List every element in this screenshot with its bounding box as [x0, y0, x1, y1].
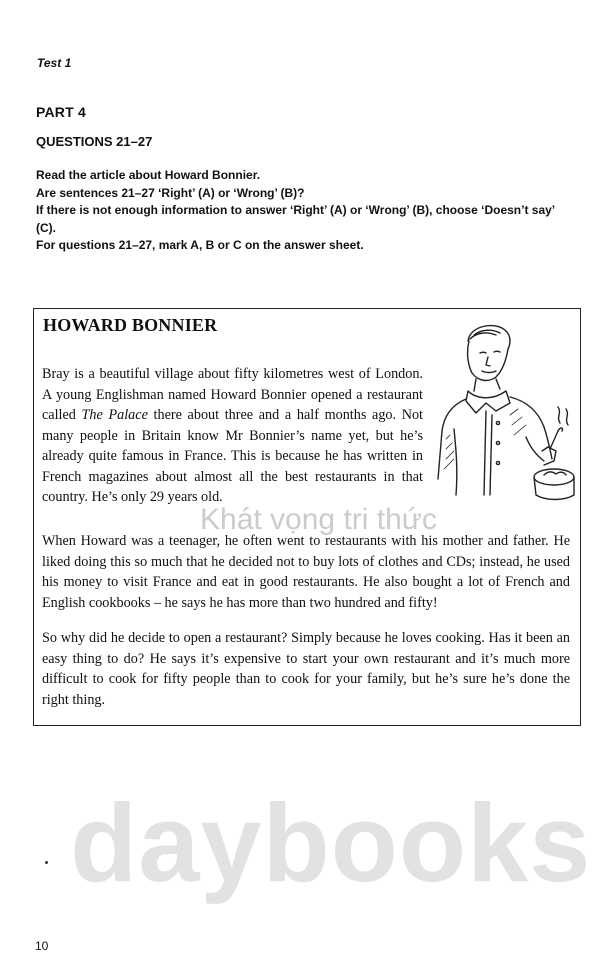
instruction-line: Read the article about Howard Bonnier. [36, 168, 261, 182]
watermark-logo: daybooks [70, 782, 592, 905]
page-mark [45, 861, 48, 864]
watermark-slogan: Khát vọng tri thức [200, 503, 437, 536]
paragraph-text: there about three and a half months ago. Not many people in Britain know Mr Bonnier’s name yet, but he’s already quite famous in France. This is because he has written in French magazines about almost all the best restaurants in that country. He’s only 29 years old. [42, 407, 423, 505]
restaurant-name: The Palace [81, 407, 148, 423]
test-label: Test 1 [37, 56, 72, 70]
instruction-line: Are sentences 21–27 ‘Right’ (A) or ‘Wrong’ (B)? [36, 185, 305, 200]
article-paragraph-2: When Howard was a teenager, he often went to restaurants with his mother and father. He liked doing this so much that he decided not to buy lots of clothes and CDs; instead, he used his money to visit France and eat in good restaurants. He also bought a lot of French and English cookbooks – he says he has more than two hundred and fifty! [42, 533, 570, 611]
instruction-line: For questions 21–27, mark A, B or C on the answer sheet. [36, 238, 364, 252]
page-number: 10 [35, 939, 49, 953]
article-title: HOWARD BONNIER [43, 315, 218, 335]
article-paragraph-1 [42, 364, 423, 508]
questions-title: QUESTIONS 21–27 [36, 134, 153, 149]
paragraph-text: Bray is a beautiful village about fifty kilometres west of London. A young Englishman named Howard Bonnier opened a restaurant called [42, 366, 423, 423]
chef-illustration [426, 319, 576, 501]
instruction-line: If there is not enough information to answer ‘Right’ (A) or ‘Wrong’ (B), choose ‘Doesn’t say’ (C). [36, 203, 555, 235]
part-title: PART 4 [36, 104, 86, 120]
article-paragraph-3: So why did he decide to open a restaurant? Simply because he loves cooking. Has it been an easy thing to do? He says it’s expensive to start your own restaurant and it’s much more difficult to cook for fifty people than to cook for your family, but he’s sure he’s done the right thing. [42, 630, 570, 708]
instructions [36, 167, 566, 255]
